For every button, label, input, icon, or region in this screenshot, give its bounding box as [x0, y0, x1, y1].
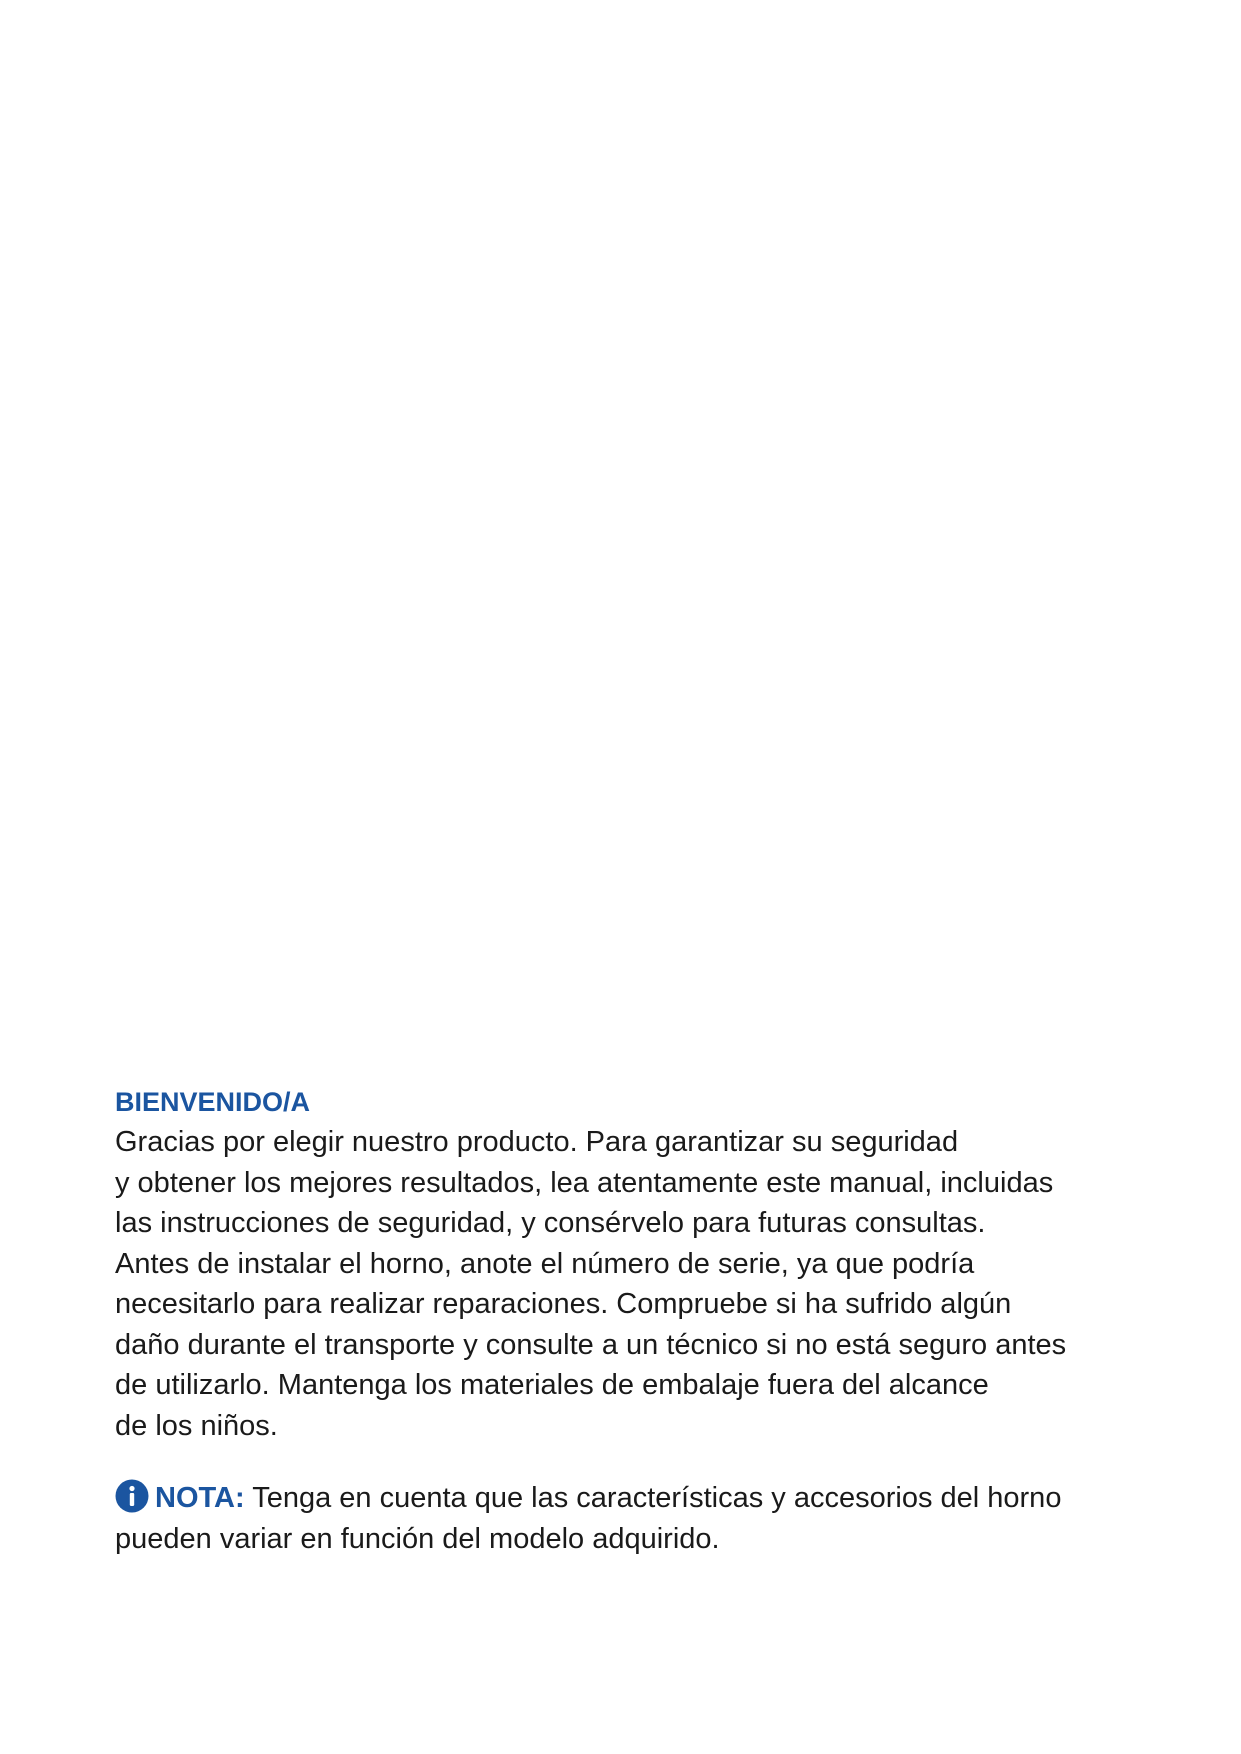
paragraph-line: y obtener los mejores resultados, lea atentamente este manual, incluidas: [115, 1166, 1054, 1199]
paragraph-line: Gracias por elegir nuestro producto. Para garantizar su seguridad: [115, 1126, 959, 1158]
welcome-paragraph: [115, 1122, 1135, 1446]
info-icon: [115, 1479, 149, 1513]
note-label: NOTA:: [155, 1482, 245, 1514]
note-line: pueden variar en función del modelo adquirido.: [115, 1522, 720, 1555]
paragraph-line: de utilizarlo. Mantenga los materiales de embalaje fuera del alcance: [115, 1369, 989, 1401]
paragraph-line: necesitarlo para realizar reparaciones. Compruebe si ha sufrido algún: [115, 1288, 1012, 1320]
paragraph-line: daño durante el transporte y consulte a un técnico si no está seguro antes: [115, 1328, 1067, 1361]
paragraph-line: de los niños.: [115, 1409, 278, 1442]
welcome-heading: BIENVENIDO/A: [115, 1087, 311, 1117]
paragraph-line: Antes de instalar el horno, anote el número de serie, ya que podría: [115, 1247, 975, 1280]
note-line: [115, 1478, 1135, 1519]
paragraph-line: las instrucciones de seguridad, y consérvelo para futuras consultas.: [115, 1207, 986, 1239]
note-box: [115, 1478, 1135, 1559]
note-text: Tenga en cuenta que las características y accesorios del horno: [244, 1482, 1062, 1514]
welcome-section: [115, 1082, 1135, 1559]
